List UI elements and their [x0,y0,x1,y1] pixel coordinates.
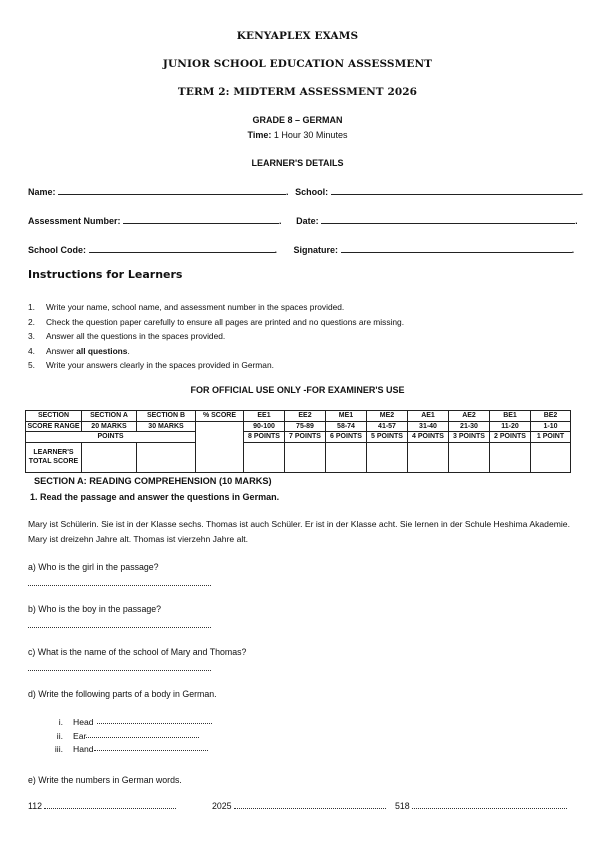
signature-field[interactable] [341,244,572,253]
level-points: 2 POINTS [490,432,531,443]
name-field[interactable] [58,186,286,195]
time-value: 1 Hour 30 Minutes [273,130,348,140]
number-item [28,801,176,811]
level-cell[interactable] [449,442,490,472]
level-points: 3 POINTS [449,432,490,443]
level-cell[interactable] [285,442,326,472]
dot: . [279,216,282,226]
level-cell[interactable] [490,442,531,472]
total-label-line: LEARNER'S [33,449,74,456]
table-row [26,421,571,432]
list-item [48,730,212,744]
instruction-item [28,329,404,344]
level-range: 11-20 [490,421,531,432]
time-line [0,130,595,140]
answer-line-number[interactable] [412,801,567,809]
answer-line-hand[interactable] [94,743,208,751]
date-field[interactable] [321,215,575,224]
level-points: 8 POINTS [244,432,285,443]
roman-numeral: iii. [54,744,63,754]
table-cell: 30 MARKS [137,421,196,432]
question-e: e) Write the numbers in German words. [28,775,182,785]
table-cell: 20 MARKS [82,421,137,432]
assessment-level: JUNIOR SCHOOL EDUCATION ASSESSMENT [162,58,433,70]
level-range: 21-30 [449,421,490,432]
instruction-item [28,344,404,359]
roman-numeral: ii. [56,730,63,741]
level-cell[interactable] [326,442,367,472]
item-bold-text: all questions [76,345,128,356]
instructions-list [28,300,404,373]
answer-line-a[interactable] [28,585,211,586]
assessment-number-field[interactable] [123,215,279,224]
assessment-date-row [28,215,578,226]
item-text: Write your answers clearly in the spaces provided in German. [46,360,274,371]
list-item [48,743,212,757]
answer-line-ear[interactable] [86,730,199,738]
instruction-item [28,315,404,330]
table-row [26,432,571,443]
section-a-score-cell[interactable] [82,442,137,472]
score-table [25,410,571,473]
item-text: Answer [46,345,77,356]
table-header: % SCORE [196,411,244,422]
item-number: 3. [28,331,35,342]
dot: . [571,245,575,255]
level-code: EE1 [244,411,285,422]
level-range: 41-57 [367,421,408,432]
item-text: Answer all the questions in the spaces provided. [46,331,226,342]
passage-line: Mary ist Schülerin. Sie ist in der Klasse sechs. Thomas ist auch Schüler. Er ist in der Klasse acht. Sie lernen in der Schule Heshima Akademie. [28,519,570,529]
item-number: 5. [28,360,35,371]
name-school-row [28,186,583,197]
instructions-title: Instructions for Learners [28,268,183,281]
time-label: Time: [247,130,272,140]
item-number: 4. [28,345,35,356]
question-1: 1. Read the passage and answer the questions in German. [30,492,280,502]
level-cell[interactable] [244,442,285,472]
assessment-number-label: Assessment Number: [28,216,121,226]
answer-line-number[interactable] [44,801,176,809]
item-text: Write your name, school name, and assessment number in the spaces provided. [46,302,345,312]
level-range: 90-100 [244,421,285,432]
level-code: BE2 [531,411,571,422]
dot: . [274,245,278,255]
number-item [395,801,567,811]
number-item [212,801,386,811]
item-text: Check the question paper carefully to ensure all pages are printed and no questions are missing. [46,316,405,327]
school-label: School: [295,187,329,197]
table-row [26,442,571,472]
level-code: EE2 [285,411,326,422]
table-row [26,411,571,422]
level-code: ME1 [326,411,367,422]
passage-line: Mary ist dreizehn Jahre alt. Thomas ist vierzehn Jahre alt. [28,534,249,544]
pct-score-cell[interactable] [196,421,244,472]
number-value: 518 [395,801,410,811]
dot: . [575,216,578,226]
body-parts-list [48,716,212,757]
grade-subject: GRADE 8 – GERMAN [252,115,343,125]
list-item [48,716,212,730]
level-code: BE1 [490,411,531,422]
school-field[interactable] [331,186,581,195]
table-header: SECTION [26,411,82,422]
item-number: 2. [28,316,35,327]
question-a: a) Who is the girl in the passage? [28,562,159,572]
question-b: b) Who is the boy in the passage? [28,604,162,614]
level-range: 1-10 [531,421,571,432]
number-value: 112 [28,801,43,811]
level-code: ME2 [367,411,408,422]
reading-passage [28,517,573,547]
level-code: AE1 [408,411,449,422]
question-c: c) What is the name of the school of Mary and Thomas? [28,647,247,657]
level-points: 1 POINT [531,432,571,443]
date-label: Date: [296,216,319,226]
level-code: AE2 [449,411,490,422]
org-title: KENYAPLEX EXAMS [236,30,359,42]
row-label: POINTS [26,432,196,443]
instruction-item [28,358,404,373]
details-title: LEARNER'S DETAILS [251,158,344,168]
part-label: Hand [73,744,94,754]
level-points: 6 POINTS [326,432,367,443]
answer-line-c[interactable] [28,670,211,671]
level-range: 31-40 [408,421,449,432]
answer-line-b[interactable] [28,627,211,628]
item-number: 1. [28,302,35,312]
level-points: 4 POINTS [408,432,449,443]
question-d: d) Write the following parts of a body in German. [28,689,217,699]
dot: . [286,187,289,197]
level-range: 58-74 [326,421,367,432]
row-label [26,442,82,472]
table-header: SECTION A [82,411,137,422]
official-use-title: FOR OFFICIAL USE ONLY -FOR EXAMINER'S USE [190,385,405,395]
signature-label: Signature: [293,245,339,255]
name-label: Name: [28,187,56,197]
answer-line-number[interactable] [234,801,386,809]
section-a-title: SECTION A: READING COMPREHENSION (10 MARKS) [34,476,272,486]
dot: . [580,187,584,197]
level-cell[interactable] [408,442,449,472]
school-code-field[interactable] [89,244,275,253]
level-range: 75-89 [285,421,326,432]
school-code-label: School Code: [28,245,86,255]
level-cell[interactable] [531,442,571,472]
level-cell[interactable] [367,442,408,472]
term-title: TERM 2: MIDTERM ASSESSMENT 2026 [177,86,418,98]
total-label-line: TOTAL SCORE [28,458,79,465]
table-header: SECTION B [137,411,196,422]
part-label: Ear [73,730,87,741]
section-b-score-cell[interactable] [137,442,196,472]
answer-line-head[interactable] [97,716,212,724]
code-signature-row [28,244,574,255]
instruction-item [28,300,404,315]
level-points: 5 POINTS [367,432,408,443]
row-label: SCORE RANGE [27,422,80,430]
number-value: 2025 [212,801,232,811]
level-points: 7 POINTS [285,432,326,443]
item-text: . [127,345,130,356]
roman-numeral: i. [58,717,63,727]
part-label: Head [73,717,94,727]
